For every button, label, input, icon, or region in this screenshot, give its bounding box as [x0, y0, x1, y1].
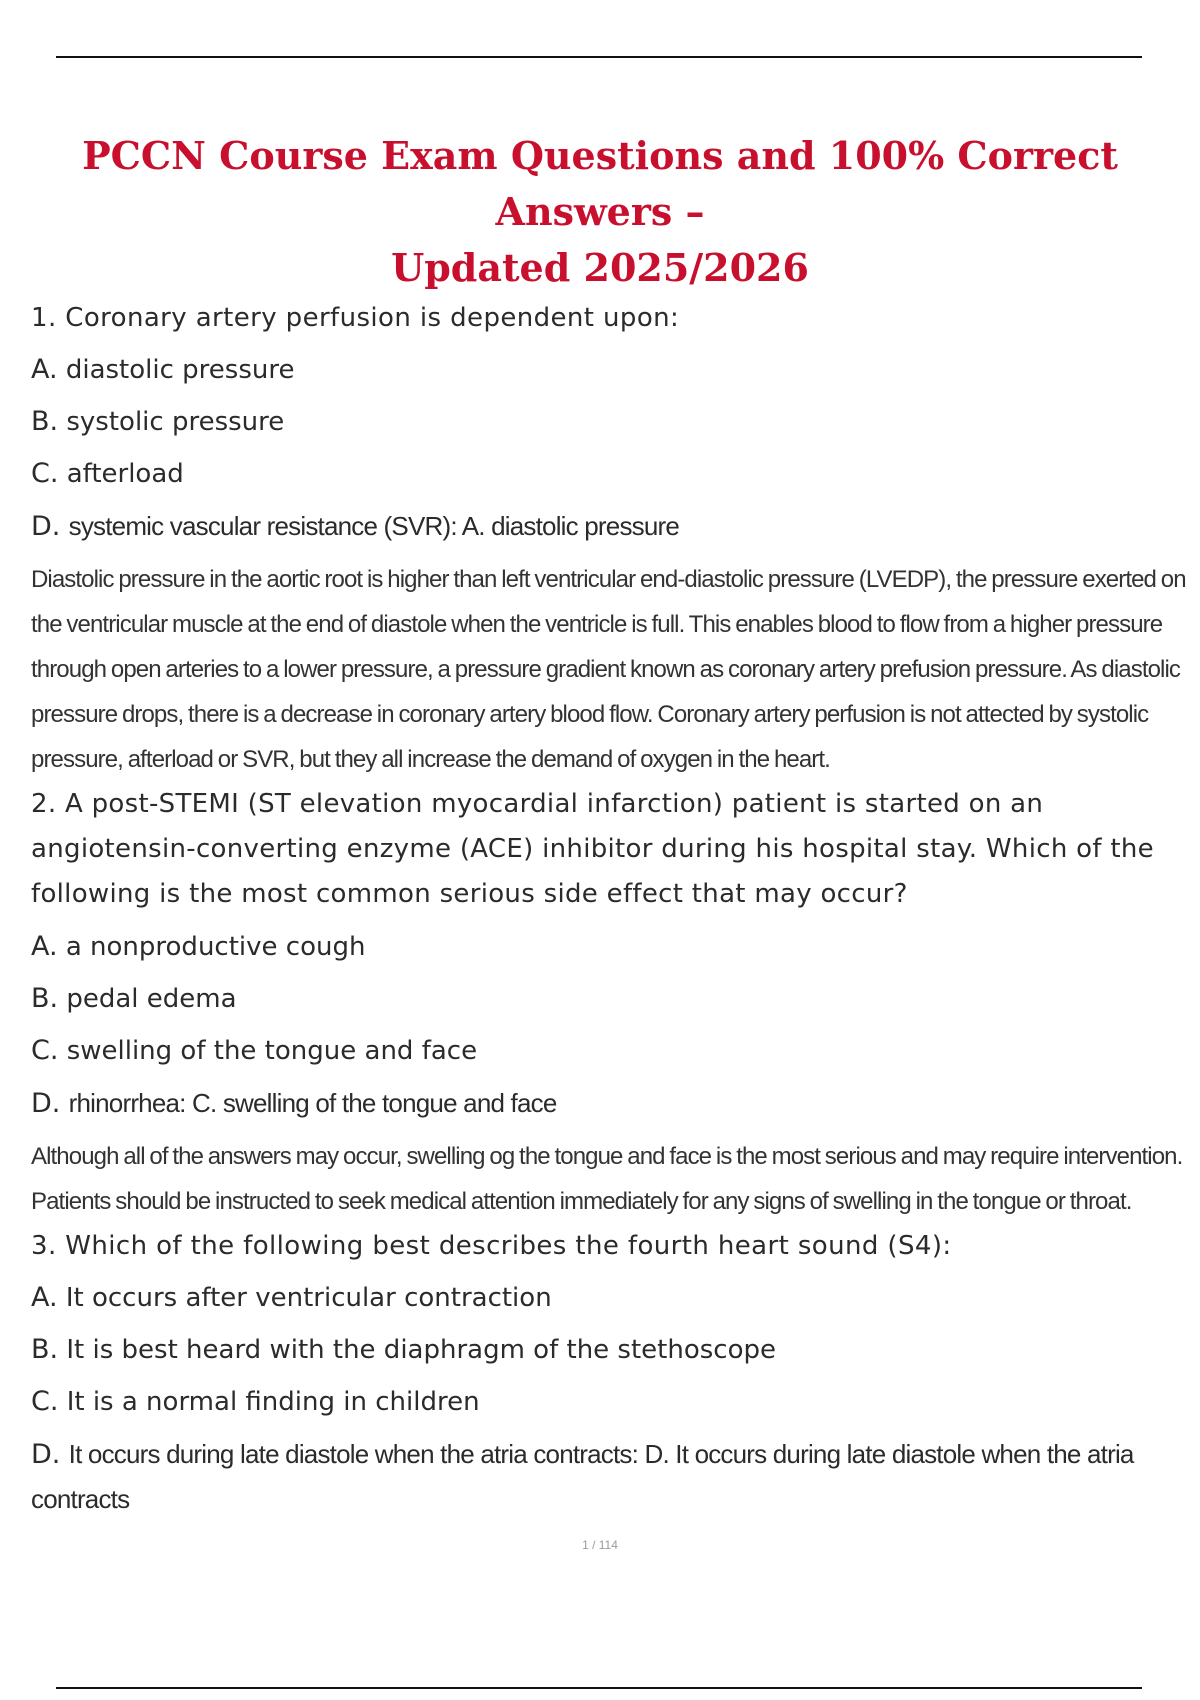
- option-text: a nonproductive cough: [65, 932, 366, 962]
- option-text: afterload: [66, 459, 184, 489]
- title-line-2: Updated 2025/2026: [391, 245, 809, 290]
- option-b: [31, 1328, 1191, 1372]
- option-letter: C.: [31, 1386, 59, 1417]
- option-letter: C.: [31, 1035, 59, 1066]
- option-letter: A.: [31, 931, 58, 962]
- option-c: [31, 1029, 1191, 1073]
- option-d-answer: [31, 1081, 1191, 1126]
- option-letter: D.: [31, 1088, 61, 1119]
- option-text: It is a normal finding in children: [66, 1387, 480, 1417]
- option-text: pedal edema: [66, 984, 237, 1014]
- answer-explanation: Diastolic pressure in the aortic root is higher than left ventricular end-diastolic pressure (LVEDP), the pressure exerted on the ventricular muscle at the end of diastole when the ventricle is full. This enables blood to flow from a higher pressure through open arteries to a lower pressure, a pressure gradient known as coronary artery prefusion pressure. As diastolic pressure drops, there is a decrease in coronary artery blood flow. Coronary artery perfusion is not attected by systolic pressure, afterload or SVR, but they all increase the demand of oxygen in the heart.: [31, 566, 1186, 773]
- question-3: [31, 1224, 1191, 1522]
- option-c: [31, 1380, 1191, 1424]
- option-letter: C.: [31, 458, 59, 489]
- option-letter: B.: [31, 406, 59, 437]
- option-a: [31, 348, 1191, 392]
- option-text: systemic vascular resistance (SVR): A. diastolic pressure: [68, 511, 680, 541]
- option-text: rhinorrhea: C. swelling of the tongue and face: [68, 1088, 557, 1118]
- option-letter: A.: [31, 1282, 58, 1313]
- option-letter: D.: [31, 511, 61, 542]
- question-stem: 1. Coronary artery perfusion is dependent upon:: [31, 303, 680, 333]
- option-a: [31, 925, 1191, 969]
- answer-explanation: Although all of the answers may occur, swelling og the tongue and face is the most serious and may require intervention. Patients should be instructed to seek medical attention immediately for any signs of swelling in the tongue or throat.: [31, 1143, 1183, 1215]
- option-text: swelling of the tongue and face: [66, 1036, 478, 1066]
- option-d-answer: [31, 1432, 1191, 1522]
- title-line-1: PCCN Course Exam Questions and 100% Correct Answers –: [82, 133, 1118, 234]
- option-text: diastolic pressure: [65, 355, 295, 385]
- option-letter: B.: [31, 1334, 59, 1365]
- option-letter: B.: [31, 983, 59, 1014]
- question-stem: 3. Which of the following best describes the fourth heart sound (S4):: [31, 1231, 952, 1261]
- document-title: [40, 128, 1160, 296]
- option-text: It occurs after ventricular contraction: [65, 1283, 552, 1313]
- question-stem: 2. A post-STEMI (ST elevation myocardial infarction) patient is started on an angiotensin-converting enzyme (ACE) inhibitor during his hospital stay. Which of the following is the most common serious side effect that may occur?: [31, 789, 1154, 909]
- option-c: [31, 452, 1191, 496]
- option-b: [31, 400, 1191, 444]
- bottom-rule: [56, 1687, 1142, 1689]
- page-indicator: 1 / 114: [582, 1538, 618, 1552]
- option-d-answer: [31, 504, 1191, 549]
- questions-body: [31, 296, 1191, 1530]
- option-b: [31, 977, 1191, 1021]
- question-1: [31, 296, 1191, 782]
- option-text: It is best heard with the diaphragm of the stethoscope: [66, 1335, 776, 1365]
- option-text: systolic pressure: [66, 407, 285, 437]
- option-a: [31, 1276, 1191, 1320]
- option-text: It occurs during late diastole when the atria contracts: D. It occurs during late diastole when the atria contracts: [31, 1439, 1134, 1514]
- option-letter: A.: [31, 354, 58, 385]
- question-2: [31, 782, 1191, 1224]
- top-rule: [56, 56, 1142, 58]
- option-letter: D.: [31, 1439, 61, 1470]
